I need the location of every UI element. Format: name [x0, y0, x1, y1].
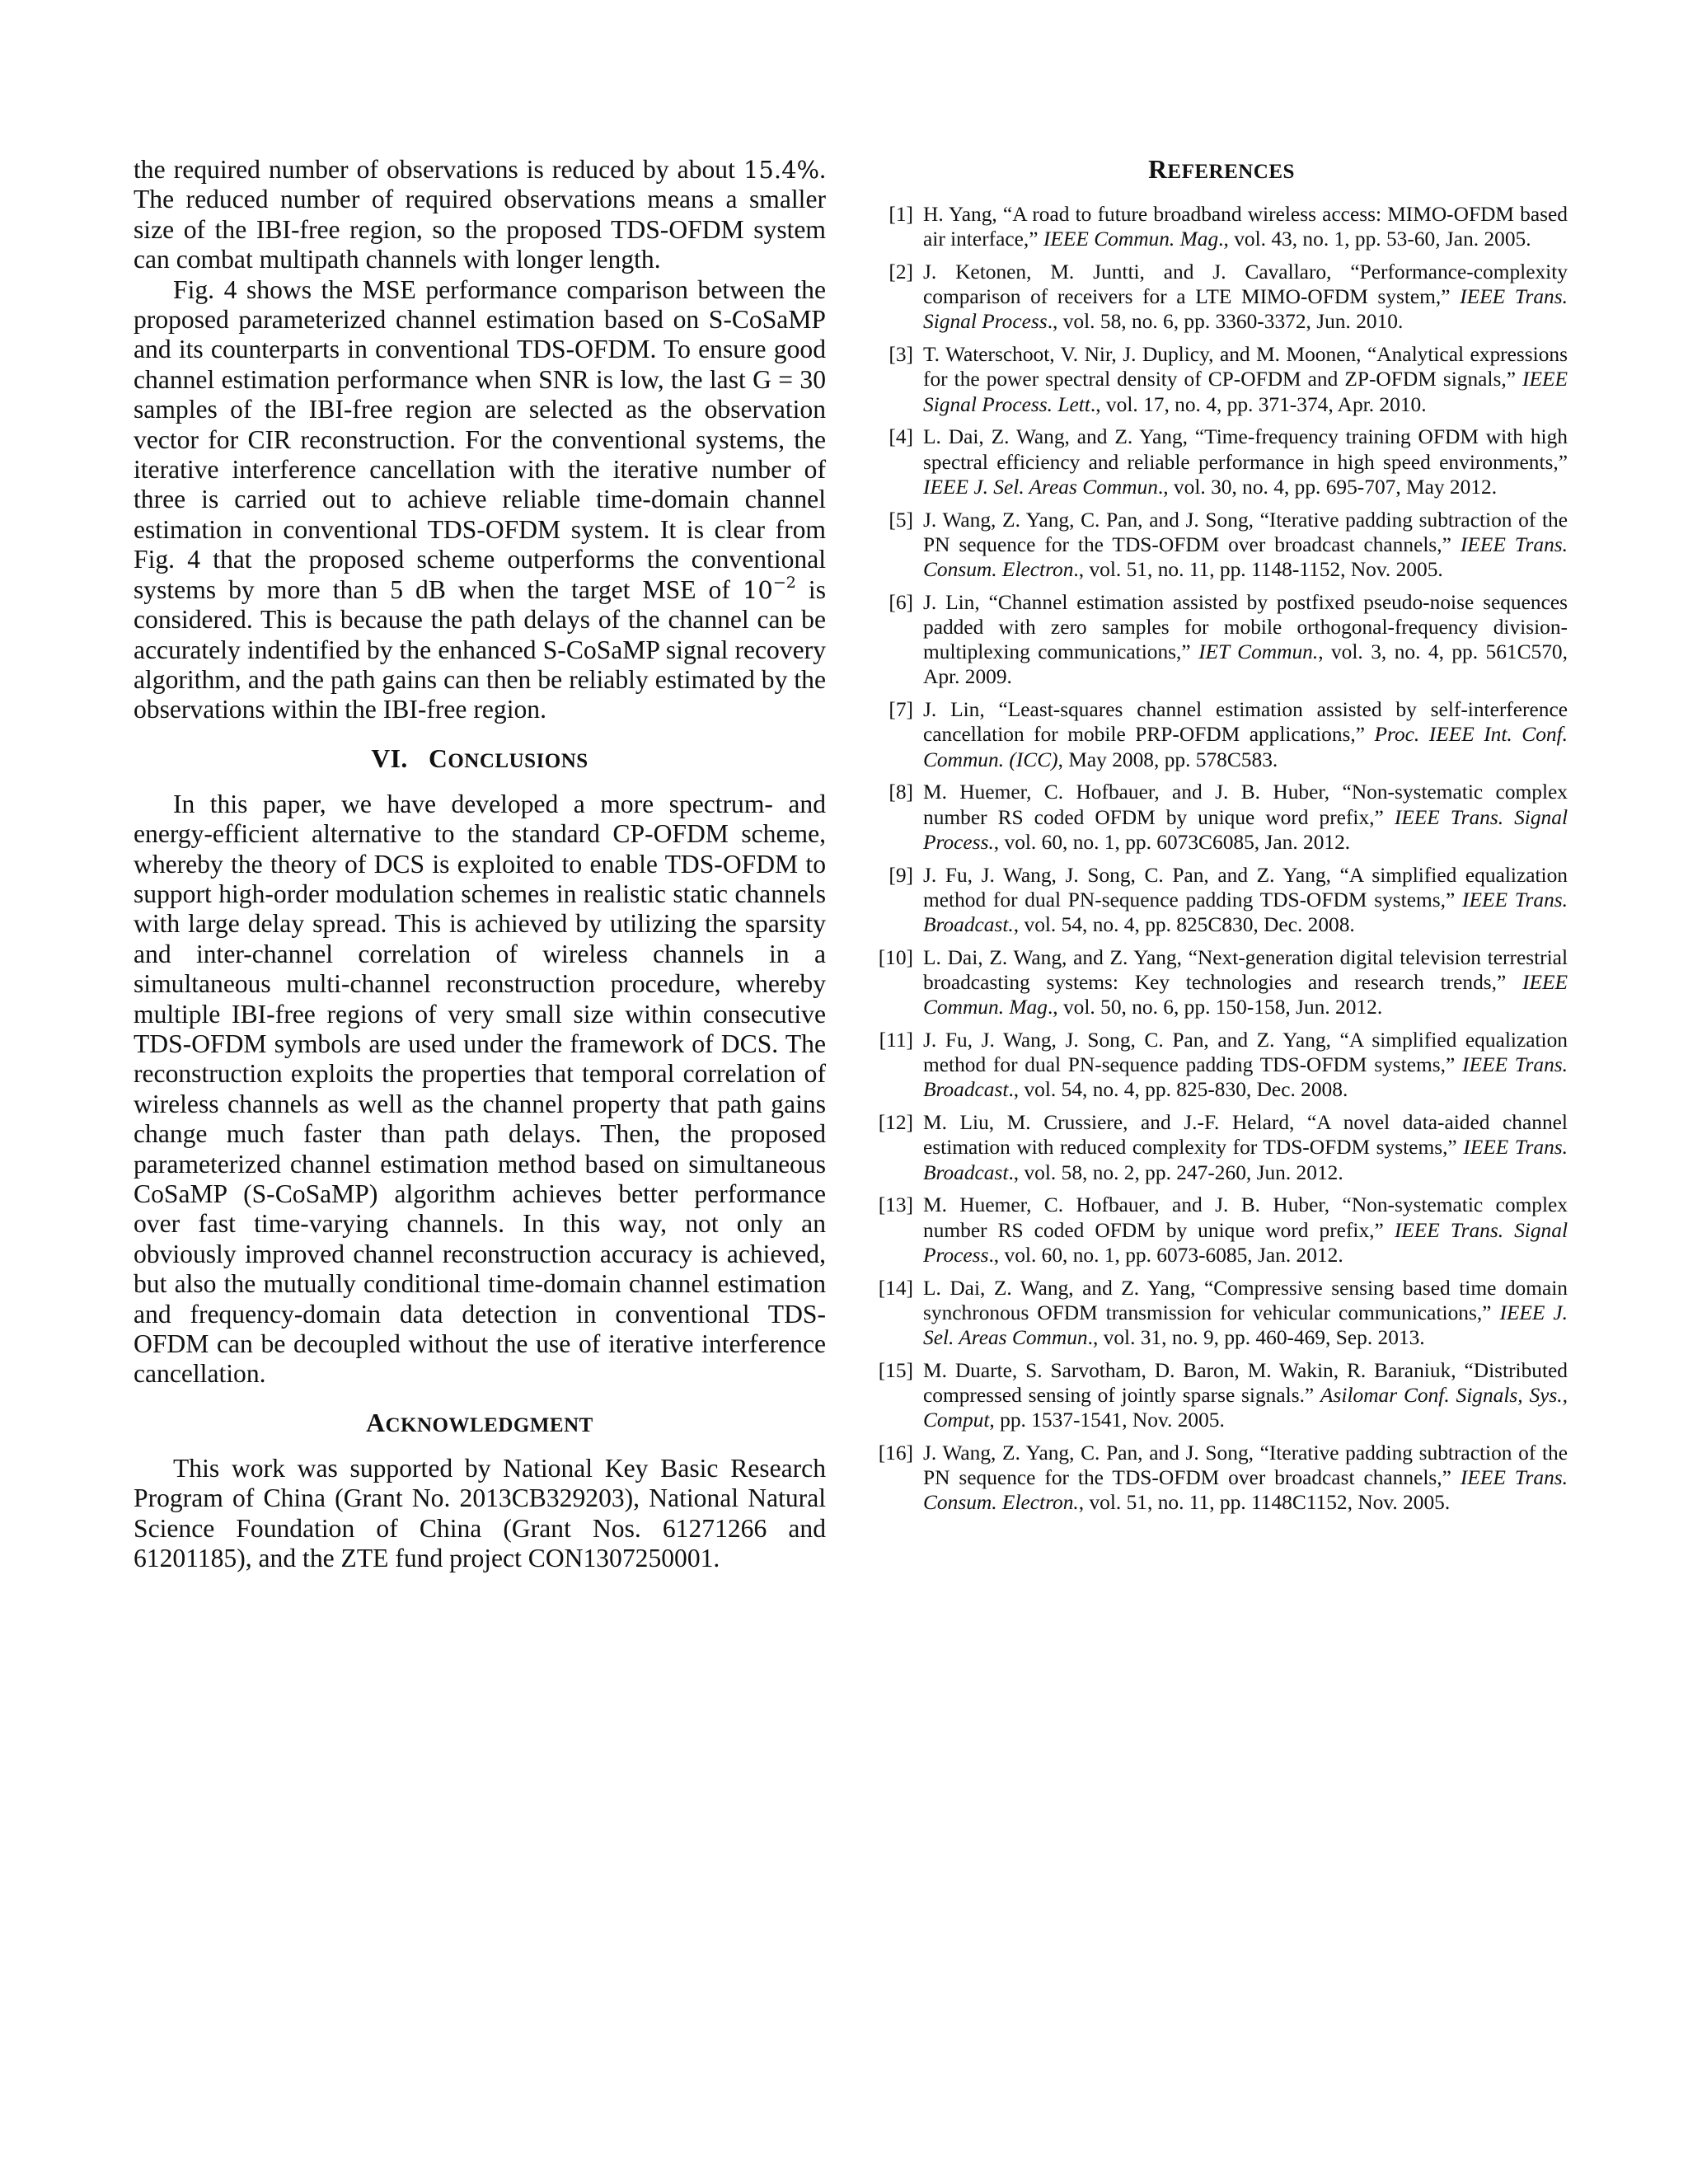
heading-rest: CKNOWLEDGMENT: [385, 1413, 593, 1436]
reference-list: [875, 202, 1568, 1516]
reference-text: [923, 697, 1568, 772]
reference-number: [10]: [878, 945, 913, 969]
reference-venue: IEEE J. Sel. Areas Commun: [923, 475, 1158, 499]
reference-text: [923, 945, 1568, 1020]
section-heading-acknowledgment: [134, 1408, 826, 1441]
paragraph-text: the required number of observations is reduced by about: [134, 155, 743, 184]
reference-venue: IEEE J. Sel. Areas Commun: [923, 1301, 1568, 1350]
reference-venue: IEEE Trans. Broadcast: [923, 1053, 1568, 1102]
paragraph-conclusions: In this paper, we have developed a more spectrum- and energy-efficient alternative to the standard CP-OFDM scheme, whereby the theory of DCS is exploited to enable TDS-OFDM to support high-order modulation schemes in realistic static channels with large delay spread. This is achieved by utilizing the sparsity and inter-channel correlation of wireless channels in a simultaneous multi-channel reconstruction procedure, whereby multiple IBI-free regions of very small size within consecutive TDS-OFDM symbols are used under the framework of DCS. The reconstruction exploits the properties that temporal correlation of wireless channels as well as the channel property that path gains change much faster than path delays. Then, the proposed parameterized channel estimation method based on simultaneous CoSaMP (S-CoSaMP) algorithm achieves better performance over fast time-varying channels. In this way, not only an obviously improved channel reconstruction accuracy is achieved, but also the mutually conditional time-domain channel estimation and frequency-domain data detection in conventional TDS-OFDM can be decoupled without the use of iterative interference cancellation.: [134, 789, 826, 1389]
heading-rest: ONCLUSIONS: [448, 749, 588, 772]
reference-item: [875, 260, 1568, 335]
reference-number: [12]: [878, 1111, 913, 1135]
reference-number: [2]: [889, 260, 913, 284]
reference-authors-title: J. Lin, “Least-squares channel estimation assisted by self-interference cancellation for mobile PRP-OFDM applications,”: [923, 698, 1568, 747]
reference-authors-title: H. Yang, “A road to future broadband wireless access: MIMO-OFDM based air interface,”: [923, 203, 1568, 251]
reference-number: [5]: [889, 508, 913, 532]
reference-authors-title: J. Fu, J. Wang, J. Song, C. Pan, and Z. Yang, “A simplified equalization method for dual PN-sequence padding TDS-OFDM systems,”: [923, 863, 1568, 912]
reference-item: [875, 1276, 1568, 1351]
reference-details: , vol. 60, no. 1, pp. 6073C6085, Jan. 2012.: [993, 830, 1351, 854]
reference-item: [875, 1358, 1568, 1433]
reference-details: ., vol. 51, no. 11, pp. 1148-1152, Nov. 2005.: [1073, 558, 1443, 582]
reference-item: [875, 697, 1568, 772]
reference-number: [13]: [878, 1193, 913, 1217]
reference-text: [923, 1028, 1568, 1103]
heading-initial: C: [429, 743, 448, 773]
left-column: [134, 155, 826, 1573]
reference-text: [923, 260, 1568, 335]
paragraph-acknowledgment: This work was supported by National Key Basic Research Program of China (Grant No. 2013CB329203), National Natural Science Foundation of China (Grant Nos. 61271266 and 61201185), and the ZTE fund project CON1307250001.: [134, 1453, 826, 1573]
reference-authors-title: L. Dai, Z. Wang, and Z. Yang, “Next-generation digital television terrestrial broadcasting systems: Key technologies and research trends,”: [923, 945, 1568, 995]
reference-text: [923, 342, 1568, 417]
math-exponent: −2: [772, 573, 796, 592]
paragraph-text: is considered. This is because the path delays of the channel can be accurately indentified by the enhanced S-CoSaMP signal recovery algorithm, and the path gains can then be reliably estimated by the observations within the IBI-free region.: [134, 574, 826, 724]
reference-number: [8]: [889, 780, 913, 804]
reference-text: [923, 780, 1568, 855]
reference-item: [875, 780, 1568, 855]
math-target-mse: [742, 573, 796, 604]
reference-venue: IEEE Commun. Mag: [1043, 227, 1219, 251]
paragraph-mse-comparison: [134, 275, 826, 725]
reference-number: [16]: [878, 1441, 913, 1465]
reference-venue: IEEE Trans. Consum. Electron.: [923, 1466, 1568, 1515]
reference-authors-title: L. Dai, Z. Wang, and Z. Yang, “Compressive sensing based time domain synchronous OFDM transmission for vehicular communications,”: [923, 1276, 1568, 1324]
reference-item: [875, 424, 1568, 499]
section-heading-references: [875, 155, 1568, 187]
reference-details: ., vol. 58, no. 2, pp. 247-260, Jun. 2012.: [1008, 1160, 1343, 1184]
heading-rest: EFERENCES: [1167, 161, 1295, 183]
reference-venue: IEEE Commun. Mag: [923, 971, 1568, 1019]
reference-venue: IEEE Trans. Consum. Electron: [923, 532, 1568, 582]
math-percentage: 15.4%: [743, 156, 820, 184]
reference-venue: IEEE Trans. Signal Process.: [923, 805, 1568, 854]
reference-item: [875, 1028, 1568, 1103]
reference-text: [923, 1193, 1568, 1268]
reference-text: [923, 202, 1568, 251]
reference-details: ., vol. 60, no. 1, pp. 6073-6085, Jan. 2012.: [988, 1243, 1343, 1267]
math-base: 10: [742, 575, 773, 604]
reference-details: , pp. 1537-1541, Nov. 2005.: [989, 1408, 1225, 1432]
reference-details: , vol. 3, no. 4, pp. 561C570, Apr. 2009.: [923, 640, 1568, 689]
reference-text: [923, 424, 1568, 499]
reference-details: ., vol. 30, no. 4, pp. 695-707, May 2012.: [1157, 475, 1498, 499]
reference-venue: Proc. IEEE Int. Conf. Commun. (ICC): [923, 723, 1568, 771]
reference-authors-title: M. Liu, M. Crussiere, and J.-F. Helard, “A novel data-aided channel estimation with reduced complexity for TDS-OFDM systems,”: [923, 1111, 1568, 1160]
reference-number: [14]: [878, 1276, 913, 1300]
reference-details: ., vol. 58, no. 6, pp. 3360-3372, Jun. 2010.: [1047, 310, 1404, 334]
reference-text: [923, 863, 1568, 938]
paragraph-text: Fig. 4 shows the MSE performance comparison between the proposed parameterized channel estimation based on S-CoSaMP and its counterparts in conventional TDS-OFDM. To ensure good channel estimation performance when SNR is low, the last G = 30 samples of the IBI-free region are selected as the observation vector for CIR reconstruction. For the conventional systems, the iterative interference cancellation with the iterative number of three is carried out to achieve reliable time-domain channel estimation in conventional TDS-OFDM system. It is clear from Fig. 4 that the proposed scheme outperforms the conventional systems by more than 5 dB when the target MSE of: [134, 274, 826, 604]
reference-number: [15]: [878, 1358, 913, 1382]
reference-authors-title: T. Waterschoot, V. Nir, J. Duplicy, and M. Moonen, “Analytical expressions for the power spectral density of CP-OFDM and ZP-OFDM signals,”: [923, 343, 1568, 391]
reference-item: [875, 342, 1568, 417]
reference-item: [875, 863, 1568, 938]
reference-authors-title: J. Lin, “Channel estimation assisted by postfixed pseudo-noise sequences padded with zero samples for mobile orthogonal-frequency division- multiplexing communications,”: [923, 590, 1568, 664]
reference-item: [875, 945, 1568, 1020]
reference-number: [3]: [889, 343, 913, 367]
reference-text: [923, 1110, 1568, 1185]
reference-venue: IEEE Trans. Signal Process: [923, 1218, 1568, 1267]
reference-authors-title: M. Huemer, C. Hofbauer, and J. B. Huber, “Non-systematic complex number RS coded OFDM by unique word prefix,”: [923, 780, 1568, 829]
reference-item: [875, 508, 1568, 583]
section-heading-conclusions: [134, 744, 826, 776]
reference-venue: IEEE Trans. Broadcast: [923, 1136, 1568, 1184]
reference-venue: IEEE Trans. Broadcast.: [923, 888, 1568, 937]
reference-details: ., vol. 54, no. 4, pp. 825-830, Dec. 2008.: [1008, 1078, 1348, 1102]
reference-venue: Asilomar Conf. Signals, Sys., Comput: [923, 1384, 1568, 1432]
reference-item: [875, 1441, 1568, 1516]
reference-authors-title: J. Fu, J. Wang, J. Song, C. Pan, and Z. Yang, “A simplified equalization method for dual PN-sequence padding TDS-OFDM systems,”: [923, 1029, 1568, 1077]
reference-details: , May 2008, pp. 578C583.: [1057, 748, 1278, 771]
reference-venue: IEEE Trans. Signal Process: [923, 285, 1568, 334]
reference-details: , vol. 54, no. 4, pp. 825C830, Dec. 2008.: [1013, 913, 1355, 937]
reference-number: [1]: [889, 203, 913, 226]
reference-details: ., vol. 50, no. 6, pp. 150-158, Jun. 2012.: [1047, 996, 1383, 1019]
reference-authors-title: M. Huemer, C. Hofbauer, and J. B. Huber, “Non-systematic complex number RS coded OFDM by unique word prefix,”: [923, 1193, 1568, 1242]
reference-venue: IET Commun.: [1198, 640, 1319, 664]
reference-venue: IEEE Signal Process. Lett: [923, 368, 1568, 416]
reference-details: ., vol. 31, no. 9, pp. 460-469, Sep. 2013.: [1087, 1326, 1425, 1350]
reference-details: ., vol. 17, no. 4, pp. 371-374, Apr. 2010.: [1090, 392, 1427, 416]
reference-authors-title: M. Duarte, S. Sarvotham, D. Baron, M. Wakin, R. Baraniuk, “Distributed compressed sensing of jointly sparse signals.”: [923, 1358, 1568, 1408]
reference-text: [923, 1441, 1568, 1516]
reference-number: [4]: [889, 425, 913, 449]
reference-text: [923, 590, 1568, 690]
reference-item: [875, 590, 1568, 690]
reference-item: [875, 1193, 1568, 1268]
reference-item: [875, 1110, 1568, 1185]
reference-text: [923, 1276, 1568, 1351]
reference-number: [7]: [889, 698, 913, 722]
reference-number: [9]: [889, 863, 913, 887]
heading-initial: A: [366, 1408, 386, 1437]
reference-authors-title: L. Dai, Z. Wang, and Z. Yang, “Time-frequency training OFDM with high spectral efficiency and reliable performance in high speed environments,”: [923, 425, 1568, 474]
reference-number: [11]: [879, 1029, 913, 1052]
reference-details: , vol. 51, no. 11, pp. 1148C1152, Nov. 2005.: [1078, 1491, 1451, 1515]
reference-details: ., vol. 43, no. 1, pp. 53-60, Jan. 2005.: [1218, 227, 1531, 251]
reference-text: [923, 1358, 1568, 1433]
paragraph-text: . The reduced number of required observations means a smaller size of the IBI-free region, so the proposed TDS-OFDM system can combat multipath channels with longer length.: [134, 155, 826, 274]
right-column: [875, 155, 1568, 1523]
section-number: VI.: [371, 743, 408, 773]
reference-authors-title: J. Wang, Z. Yang, C. Pan, and J. Song, “Iterative padding subtraction of the PN sequence for the TDS-OFDM over broadcast channels,”: [923, 1441, 1568, 1490]
reference-number: [6]: [889, 590, 913, 614]
reference-authors-title: J. Wang, Z. Yang, C. Pan, and J. Song, “Iterative padding subtraction of the PN sequence for the TDS-OFDM over broadcast channels,”: [923, 508, 1568, 556]
heading-initial: R: [1148, 155, 1168, 184]
reference-authors-title: J. Ketonen, M. Juntti, and J. Cavallaro, “Performance-complexity comparison of receivers for a LTE MIMO-OFDM system,”: [923, 260, 1568, 309]
reference-item: [875, 202, 1568, 251]
reference-text: [923, 508, 1568, 583]
paragraph-observations: [134, 155, 826, 275]
